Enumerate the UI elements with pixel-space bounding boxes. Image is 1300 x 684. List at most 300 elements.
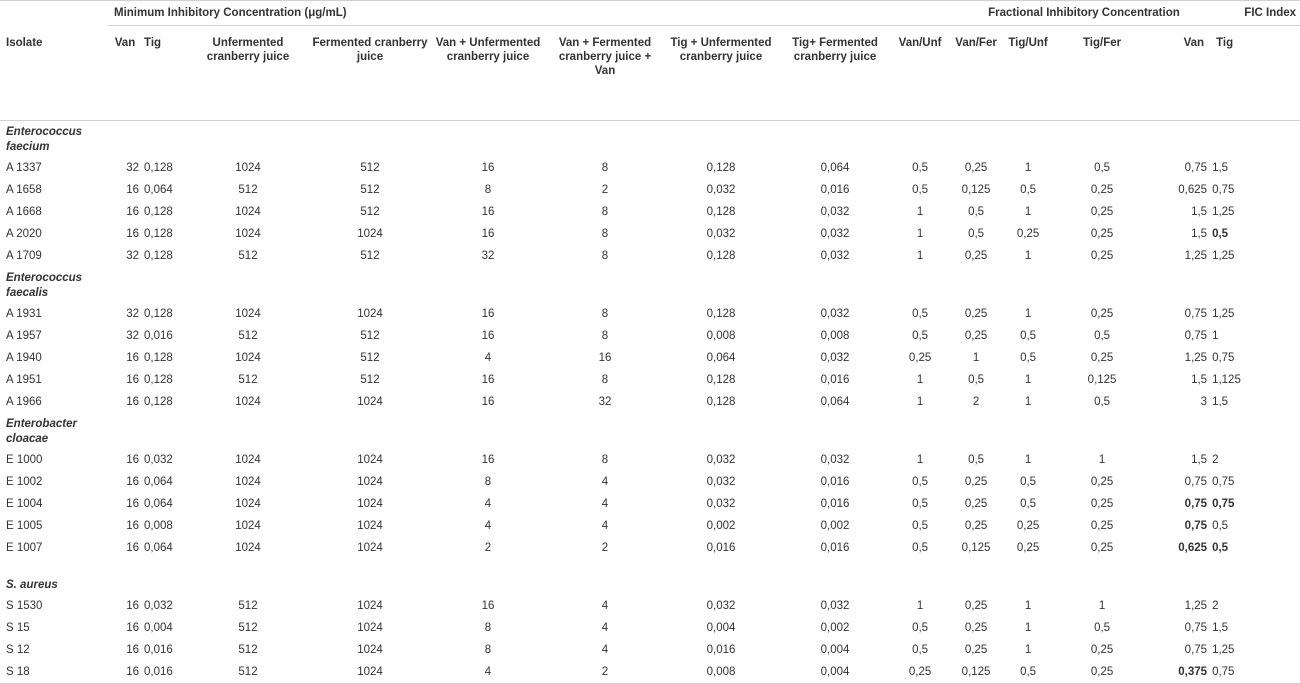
col-van-fermented: Van + Fermented cranberry juice + Van [546, 26, 664, 121]
value-cell: 1024 [235, 352, 261, 364]
value-cell: 0,25 [1090, 644, 1114, 656]
value-cell: 2 [546, 661, 664, 684]
value-cell: 8 [484, 644, 492, 656]
value-cell: 0,032 [706, 228, 736, 240]
value-cell: 16 [481, 454, 495, 466]
value-cell: 0,5 [968, 454, 985, 466]
value-cell: 0,75 [1212, 184, 1235, 196]
value-cell: 8 [601, 454, 609, 466]
value-cell: 0,5 [1094, 162, 1111, 174]
value-cell: 0,064 [144, 476, 173, 488]
col-fic-van-fer: Van/Fer [948, 26, 1004, 121]
value-cell: 4 [430, 661, 546, 684]
value-cell: 0,002 [820, 520, 850, 532]
value-cell: 0,75 [1184, 162, 1208, 174]
value-cell: 0,5 [1094, 396, 1111, 408]
value-cell: 1 [916, 206, 924, 218]
value-cell: 0,5 [968, 374, 985, 386]
table-row [0, 449, 1300, 471]
value-cell: 0,128 [706, 162, 736, 174]
value-cell: 16 [108, 661, 142, 684]
col-fermented: Fermented cranberry juice [310, 26, 430, 121]
value-cell: 0,5 [912, 498, 929, 510]
value-cell: 1024 [235, 498, 261, 510]
value-cell: 512 [186, 661, 310, 684]
value-cell: 0,128 [144, 396, 173, 408]
value-cell: 0,25 [964, 476, 988, 488]
value-cell: 0,5 [912, 520, 929, 532]
value-cell: 0,5 [912, 476, 929, 488]
value-cell: 0,125 [1087, 374, 1117, 386]
value-cell: 0,032 [820, 228, 850, 240]
value-cell: 0,004 [144, 622, 173, 634]
value-cell: 512 [360, 330, 380, 342]
col-fici-tig: Tig [1210, 26, 1300, 121]
value-cell: 0,25 [964, 644, 988, 656]
isolate-cell: A 2020 [6, 228, 42, 240]
value-cell: 0,064 [144, 542, 173, 554]
table-row [0, 303, 1300, 325]
value-cell: 8 [601, 228, 609, 240]
value-cell: 1 [1024, 396, 1032, 408]
value-cell: 0,032 [144, 454, 173, 466]
value-cell: 4 [484, 352, 492, 364]
value-cell: 0,75 [1212, 498, 1235, 510]
value-cell: 512 [238, 644, 258, 656]
value-cell: 2 [1212, 454, 1219, 466]
value-cell: 0,25 [892, 661, 948, 684]
value-cell: 16 [126, 184, 139, 196]
value-cell: 0,25 [1090, 206, 1114, 218]
value-cell: 0,5 [912, 622, 929, 634]
value-cell: 1 [916, 228, 924, 240]
value-cell: 4 [601, 498, 609, 510]
value-cell: 1,5 [1191, 206, 1208, 218]
value-cell: 1024 [357, 396, 383, 408]
value-cell: 0,75 [1184, 308, 1208, 320]
value-cell: 16 [126, 476, 139, 488]
table-row [0, 617, 1300, 639]
value-cell: 0,064 [820, 396, 850, 408]
value-cell: 1 [1024, 454, 1032, 466]
group-row [0, 121, 1300, 158]
value-cell: 0,064 [144, 184, 173, 196]
value-cell: 0,008 [144, 520, 173, 532]
value-cell: 1024 [235, 476, 261, 488]
isolate-cell: S 1530 [6, 600, 43, 612]
value-cell: 8 [601, 206, 609, 218]
table-row [0, 471, 1300, 493]
value-cell: 2 [601, 542, 609, 554]
isolate-cell: A 1709 [6, 250, 42, 262]
isolate-cell: E 1000 [6, 454, 43, 466]
value-cell: 4 [601, 644, 609, 656]
value-cell: 32 [481, 250, 495, 262]
value-cell: 1 [1098, 454, 1106, 466]
value-cell: 16 [481, 600, 495, 612]
value-cell: 0,75 [1210, 661, 1300, 684]
isolate-cell: A 1658 [6, 184, 42, 196]
value-cell: 0,5 [1020, 330, 1037, 342]
value-cell: 1 [1024, 600, 1032, 612]
col-tig-fermented: Tig+ Fermented cranberry juice [778, 26, 892, 121]
value-cell: 0,125 [961, 542, 991, 554]
value-cell: 0,002 [706, 520, 736, 532]
value-cell: 0,25 [1090, 476, 1114, 488]
value-cell: 1,25 [1184, 250, 1208, 262]
value-cell: 0,25 [1090, 184, 1114, 196]
col-isolate: Isolate [0, 26, 108, 121]
value-cell: 0,128 [144, 228, 173, 240]
value-cell: 0,5 [968, 228, 985, 240]
value-cell: 0,128 [706, 250, 736, 262]
value-cell: 1,5 [1212, 622, 1229, 634]
value-cell: 0,5 [1020, 498, 1037, 510]
value-cell: 1 [1098, 600, 1106, 612]
value-cell: 0,008 [820, 330, 850, 342]
group-row [0, 559, 1300, 595]
value-cell: 16 [126, 542, 139, 554]
value-cell: 1,25 [1212, 206, 1235, 218]
value-cell: 1,5 [1212, 162, 1229, 174]
value-cell: 512 [360, 162, 380, 174]
value-cell: 0,032 [820, 250, 850, 262]
isolate-cell: E 1004 [6, 498, 43, 510]
table-row [0, 493, 1300, 515]
value-cell: 0,125 [948, 661, 1004, 684]
value-cell: 0,008 [706, 330, 736, 342]
value-cell: 0,5 [912, 542, 929, 554]
value-cell: 0,5 [1212, 542, 1229, 554]
value-cell: 16 [481, 374, 495, 386]
value-cell: 2 [601, 184, 609, 196]
value-cell: 0,75 [1184, 520, 1208, 532]
value-cell: 4 [601, 520, 609, 532]
value-cell: 1 [916, 374, 924, 386]
value-cell: 16 [481, 330, 495, 342]
isolate-cell: E 1002 [6, 476, 43, 488]
value-cell: 2 [1212, 600, 1219, 612]
value-cell: 0,25 [1090, 498, 1114, 510]
value-cell: 0,004 [706, 622, 736, 634]
value-cell: 512 [360, 374, 380, 386]
value-cell: 0,25 [964, 330, 988, 342]
group-name: Enterococcus faecalis [6, 272, 83, 299]
value-cell: 32 [126, 162, 139, 174]
value-cell: 0,5 [912, 644, 929, 656]
value-cell: 0,5 [912, 184, 929, 196]
value-cell: 0,125 [961, 184, 991, 196]
value-cell: 0,25 [1090, 228, 1114, 240]
isolate-cell: A 1337 [6, 162, 42, 174]
value-cell: 2 [972, 396, 980, 408]
value-cell: 0,128 [144, 206, 173, 218]
value-cell: 1,125 [1212, 374, 1241, 386]
value-cell: 0,032 [706, 454, 736, 466]
value-cell: 0,5 [1020, 352, 1037, 364]
value-cell: 0,064 [820, 162, 850, 174]
value-cell: 1024 [235, 396, 261, 408]
value-cell: 1024 [235, 520, 261, 532]
value-cell: 8 [601, 330, 609, 342]
value-cell: 512 [238, 184, 258, 196]
value-cell: 1 [916, 454, 924, 466]
value-cell: 0,75 [1184, 622, 1208, 634]
value-cell: 0,016 [706, 542, 736, 554]
value-cell: 0,75 [1184, 330, 1208, 342]
value-cell: 16 [481, 162, 495, 174]
value-cell: 0,25 [964, 308, 988, 320]
value-cell: 0,032 [820, 352, 850, 364]
table-body [0, 121, 1300, 684]
value-cell: 0,032 [706, 498, 736, 510]
group-row [0, 413, 1300, 449]
value-cell: 4 [484, 498, 492, 510]
table-row [0, 515, 1300, 537]
col-fic-tig-unf: Tig/Unf [1004, 26, 1052, 121]
value-cell: 0,25 [1090, 520, 1114, 532]
table-row [0, 201, 1300, 223]
isolate-cell: A 1668 [6, 206, 42, 218]
isolate-cell: A 1931 [6, 308, 42, 320]
value-cell: 1024 [357, 228, 383, 240]
value-cell: 0,128 [706, 206, 736, 218]
value-cell: 0,016 [820, 476, 850, 488]
value-cell: 0,75 [1184, 498, 1208, 510]
value-cell: 16 [126, 228, 139, 240]
group-name: Enterobacter cloacae [6, 418, 77, 445]
table-row [0, 661, 1300, 684]
group-name: Enterococcus faecium [6, 126, 83, 153]
value-cell: 0,625 [1178, 184, 1208, 196]
value-cell: 0,75 [1212, 352, 1235, 364]
table-row [0, 157, 1300, 179]
value-cell: 1,25 [1184, 600, 1208, 612]
value-cell: 1024 [310, 661, 430, 684]
col-fic-tig-fer: Tig/Fer [1052, 26, 1152, 121]
value-cell: 0,5 [1020, 476, 1037, 488]
table-row [0, 245, 1300, 267]
value-cell: 512 [360, 184, 380, 196]
value-cell: 1 [1024, 162, 1032, 174]
value-cell: 4 [601, 476, 609, 488]
value-cell: 16 [598, 352, 612, 364]
value-cell: 1024 [235, 206, 261, 218]
value-cell: 1,5 [1191, 374, 1208, 386]
value-cell: 0,5 [1020, 184, 1037, 196]
table-row [0, 369, 1300, 391]
value-cell: 0,25 [964, 520, 988, 532]
col-tig: Tig [142, 26, 186, 121]
value-cell: 0,75 [1184, 476, 1208, 488]
isolate-cell: A 1957 [6, 330, 42, 342]
value-cell: 0,128 [144, 250, 173, 262]
value-cell: 1024 [235, 542, 261, 554]
value-cell: 32 [126, 308, 139, 320]
value-cell: 0,25 [964, 622, 988, 634]
value-cell: 8 [484, 622, 492, 634]
value-cell: 0,25 [1016, 520, 1040, 532]
value-cell: 0,25 [1016, 228, 1040, 240]
col-van-unfermented: Van + Unfermented cranberry juice [430, 26, 546, 121]
value-cell: 0,128 [144, 352, 173, 364]
value-cell: 0,625 [1178, 542, 1208, 554]
table-row [0, 325, 1300, 347]
value-cell: 512 [238, 330, 258, 342]
value-cell: 1 [1024, 308, 1032, 320]
value-cell: 8 [601, 308, 609, 320]
table-row [0, 391, 1300, 413]
value-cell: 0,064 [144, 498, 173, 510]
value-cell: 16 [126, 374, 139, 386]
value-cell: 0,5 [912, 308, 929, 320]
value-cell: 0,5 [968, 206, 985, 218]
value-cell: 0,032 [820, 454, 850, 466]
isolate-cell: E 1005 [6, 520, 43, 532]
value-cell: 0,25 [964, 250, 988, 262]
col-unfermented: Unfermented cranberry juice [186, 26, 310, 121]
value-cell: 8 [601, 374, 609, 386]
value-cell: 0,016 [820, 542, 850, 554]
value-cell: 16 [481, 308, 495, 320]
value-cell: 0,032 [706, 184, 736, 196]
value-cell: 0,5 [1094, 622, 1111, 634]
table-row [0, 537, 1300, 559]
value-cell: 1,25 [1184, 352, 1208, 364]
isolate-cell: S 15 [6, 622, 30, 634]
value-cell: 0,032 [706, 600, 736, 612]
value-cell: 16 [126, 498, 139, 510]
isolate-cell: A 1951 [6, 374, 42, 386]
group-name: S. aureus [6, 579, 58, 591]
value-cell: 16 [126, 206, 139, 218]
isolate-cell: S 12 [6, 644, 30, 656]
value-cell: 2 [484, 542, 492, 554]
value-cell: 0,004 [778, 661, 892, 684]
value-cell: 1 [972, 352, 980, 364]
value-cell: 1024 [357, 454, 383, 466]
value-cell: 16 [126, 644, 139, 656]
value-cell: 0,75 [1184, 644, 1208, 656]
value-cell: 0,25 [1090, 542, 1114, 554]
value-cell: 0,128 [706, 374, 736, 386]
value-cell: 0,008 [664, 661, 778, 684]
value-cell: 1 [1024, 644, 1032, 656]
value-cell: 512 [360, 250, 380, 262]
value-cell: 1,5 [1212, 396, 1229, 408]
value-cell: 1024 [357, 498, 383, 510]
value-cell: 8 [484, 184, 492, 196]
value-cell: 4 [601, 622, 609, 634]
value-cell: 0,5 [1212, 228, 1229, 240]
value-cell: 16 [481, 228, 495, 240]
isolate-cell: E 1007 [6, 542, 43, 554]
value-cell: 0,25 [1090, 308, 1114, 320]
value-cell: 0,002 [820, 622, 850, 634]
value-cell: 1024 [357, 600, 383, 612]
value-cell: 512 [360, 352, 380, 364]
value-cell: 4 [484, 520, 492, 532]
value-cell: 512 [238, 250, 258, 262]
value-cell: 0,5 [1004, 661, 1052, 684]
value-cell: 1024 [235, 308, 261, 320]
value-cell: 16 [481, 396, 495, 408]
value-cell: 1 [916, 600, 924, 612]
value-cell: 16 [126, 600, 139, 612]
value-cell: 1024 [357, 476, 383, 488]
value-cell: 3 [1200, 396, 1208, 408]
value-cell: 1 [916, 250, 924, 262]
value-cell: 0,5 [912, 330, 929, 342]
value-cell: 0,032 [820, 206, 850, 218]
value-cell: 1024 [235, 454, 261, 466]
value-cell: 1 [1024, 250, 1032, 262]
value-cell: 0,5 [912, 162, 929, 174]
value-cell: 0,016 [820, 184, 850, 196]
value-cell: 1024 [357, 622, 383, 634]
value-cell: 0,25 [1090, 352, 1114, 364]
value-cell: 0,5 [1212, 520, 1229, 532]
mic-group-header: Minimum Inhibitory Concentration (μg/mL) [108, 1, 892, 26]
value-cell: 1 [1024, 206, 1032, 218]
value-cell: 8 [601, 162, 609, 174]
value-cell: 16 [126, 454, 139, 466]
value-cell: 32 [598, 396, 612, 408]
value-cell: 0,016 [820, 374, 850, 386]
value-cell: 0,032 [820, 308, 850, 320]
value-cell: 0,25 [1052, 661, 1152, 684]
value-cell: 0,25 [908, 352, 932, 364]
value-cell: 1024 [235, 228, 261, 240]
value-cell: 16 [126, 520, 139, 532]
value-cell: 1,25 [1212, 644, 1235, 656]
value-cell: 0,128 [144, 308, 173, 320]
value-cell: 512 [238, 600, 258, 612]
table-row [0, 223, 1300, 245]
value-cell: 1024 [357, 520, 383, 532]
value-cell: 0,032 [706, 476, 736, 488]
value-cell: 16 [481, 206, 495, 218]
value-cell: 1 [1212, 330, 1219, 342]
value-cell: 0,128 [706, 308, 736, 320]
value-cell: 0,375 [1152, 661, 1210, 684]
value-cell: 1,25 [1212, 250, 1235, 262]
isolate-cell: A 1940 [6, 352, 42, 364]
value-cell: 0,5 [1094, 330, 1111, 342]
fic-group-header: Fractional Inhibitory Concentration [948, 1, 1210, 26]
value-cell: 1024 [235, 162, 261, 174]
value-cell: 1 [1024, 374, 1032, 386]
col-tig-unfermented: Tig + Unfermented cranberry juice [664, 26, 778, 121]
table-row [0, 639, 1300, 661]
value-cell: 0,25 [1016, 542, 1040, 554]
value-cell: 1,25 [1212, 308, 1235, 320]
value-cell: 1024 [357, 308, 383, 320]
value-cell: 1 [1024, 622, 1032, 634]
table-row [0, 179, 1300, 201]
value-cell: 0,016 [820, 498, 850, 510]
table-row [0, 595, 1300, 617]
col-van: Van [108, 26, 142, 121]
value-cell: 1 [916, 396, 924, 408]
value-cell: 1,5 [1191, 454, 1208, 466]
value-cell: 0,128 [706, 396, 736, 408]
value-cell: 1,5 [1191, 228, 1208, 240]
table-row [0, 347, 1300, 369]
value-cell: 16 [126, 352, 139, 364]
value-cell: 0,25 [964, 600, 988, 612]
value-cell: 0,25 [1090, 250, 1114, 262]
